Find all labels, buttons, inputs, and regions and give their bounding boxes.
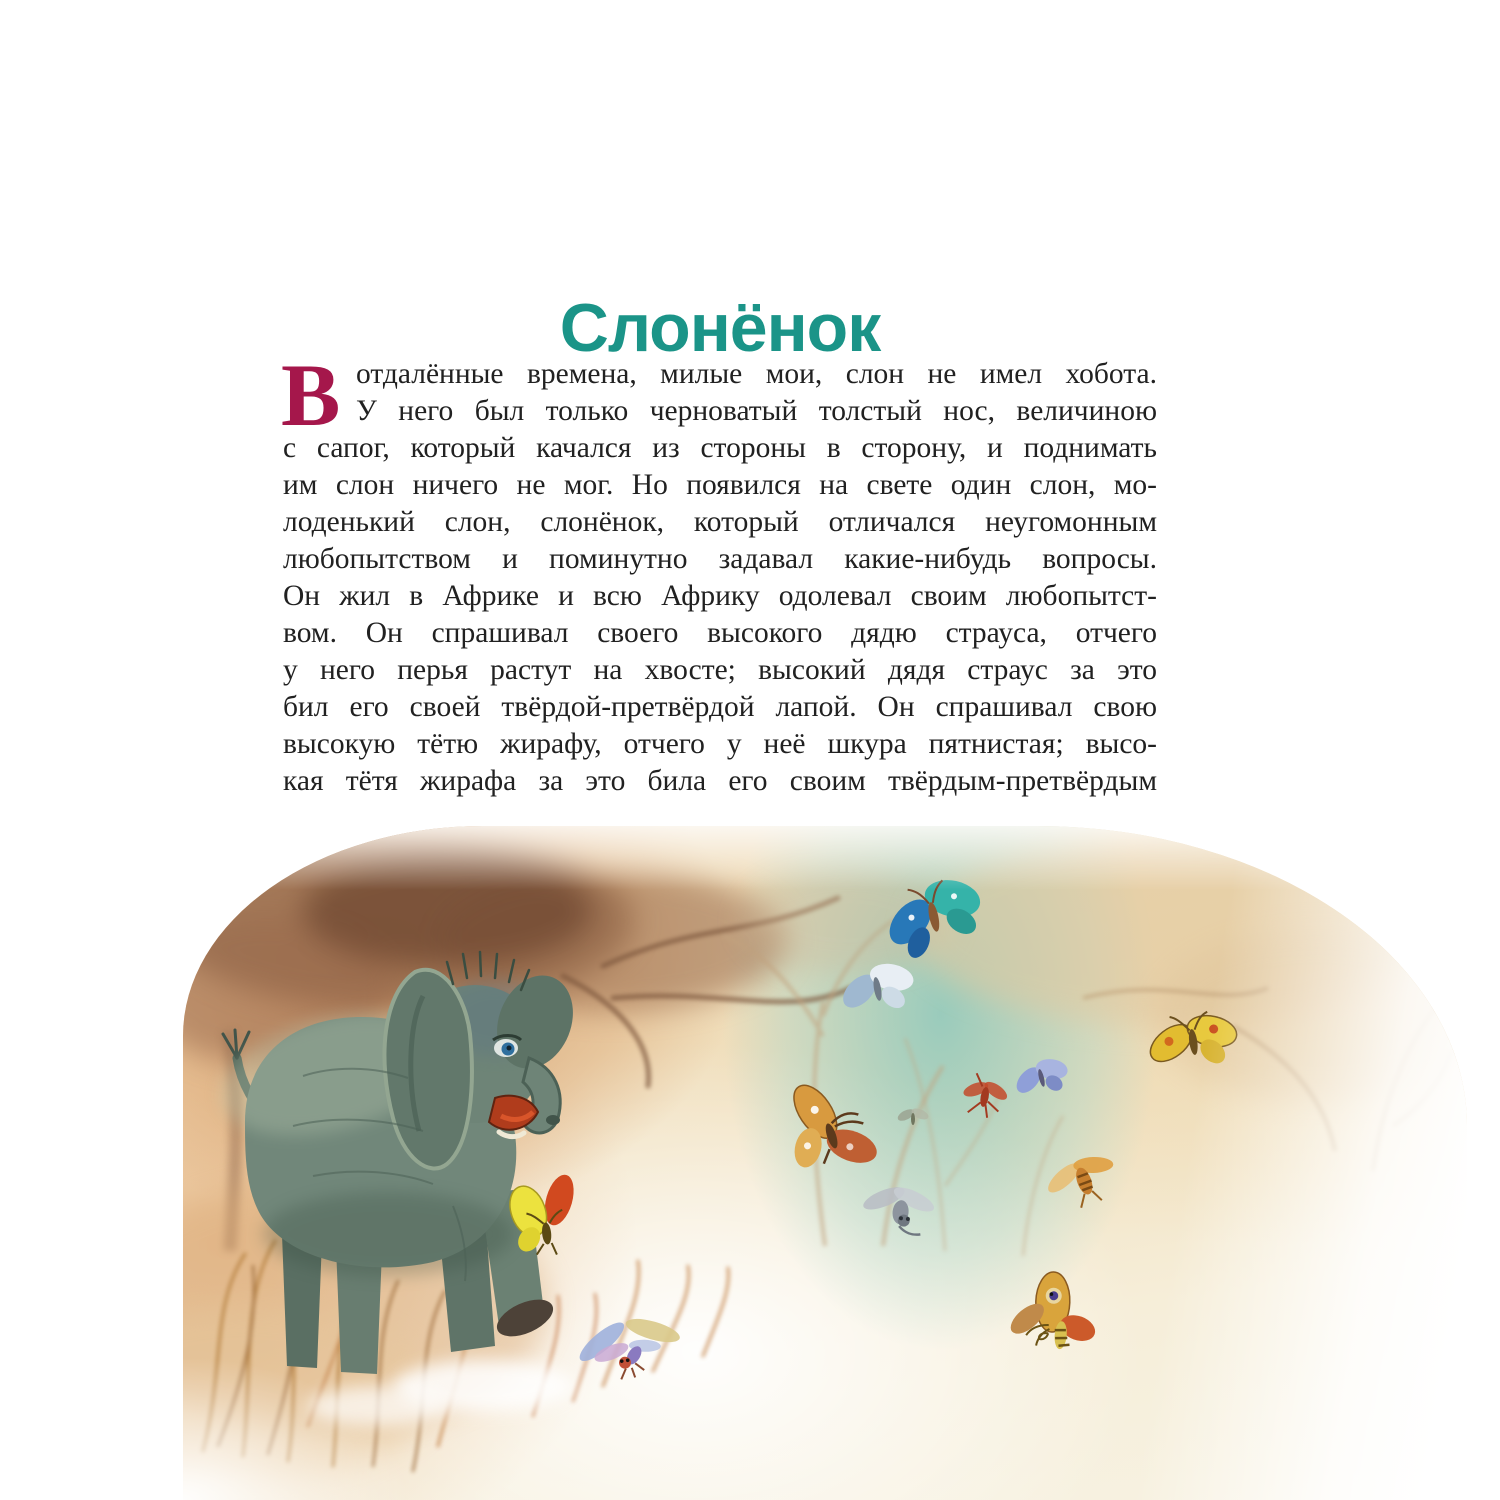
peacock-eye-butterfly xyxy=(998,1262,1103,1359)
orange-hornet xyxy=(1038,1145,1126,1217)
story-line: отдалённые времена, милые мои, слон не имел хобота. xyxy=(356,358,1157,390)
story-line: любопытством и поминутно задавал какие-нибудь вопросы. xyxy=(283,543,1157,575)
drop-cap: В xyxy=(281,347,341,445)
red-wasp xyxy=(957,1071,1012,1121)
violet-butterfly xyxy=(1007,1050,1076,1104)
story-line: Он жил в Африке и всю Африку одолевал своим любопытст- xyxy=(283,580,1157,612)
story-line: с сапог, который качался из стороны в сторону, и поднимать xyxy=(283,432,1157,464)
small-moth xyxy=(896,1106,930,1125)
orange-butterfly xyxy=(767,1064,888,1193)
story-line: им слон ничего не мог. Но появился на свете один слон, мо- xyxy=(283,469,1157,501)
story-line: лоденький слон, слонёнок, который отличался неугомонным xyxy=(283,506,1157,538)
illustration-art xyxy=(183,826,1467,1500)
story-line: кая тётя жирафа за это била его своим твёрдым-претвёрдым xyxy=(283,765,1157,797)
story-line: вом. Он спрашивал своего высокого дядю страуса, отчего xyxy=(283,617,1157,649)
story-line: высокую тётю жирафу, отчего у неё шкура пятнистая; высо- xyxy=(283,728,1157,760)
story-line: у него перья растут на хвосте; высокий дядя страус за это xyxy=(283,654,1157,686)
gray-fly xyxy=(857,1179,938,1237)
page-title: Слонёнок xyxy=(559,289,881,366)
story-line: бил его своей твёрдой-претвёрдой лапой. Он спрашивал свою xyxy=(283,691,1157,723)
story-line: У него был только черноватый толстый нос, величиною xyxy=(356,395,1157,427)
illustration xyxy=(183,826,1467,1500)
story-text xyxy=(281,347,1157,800)
